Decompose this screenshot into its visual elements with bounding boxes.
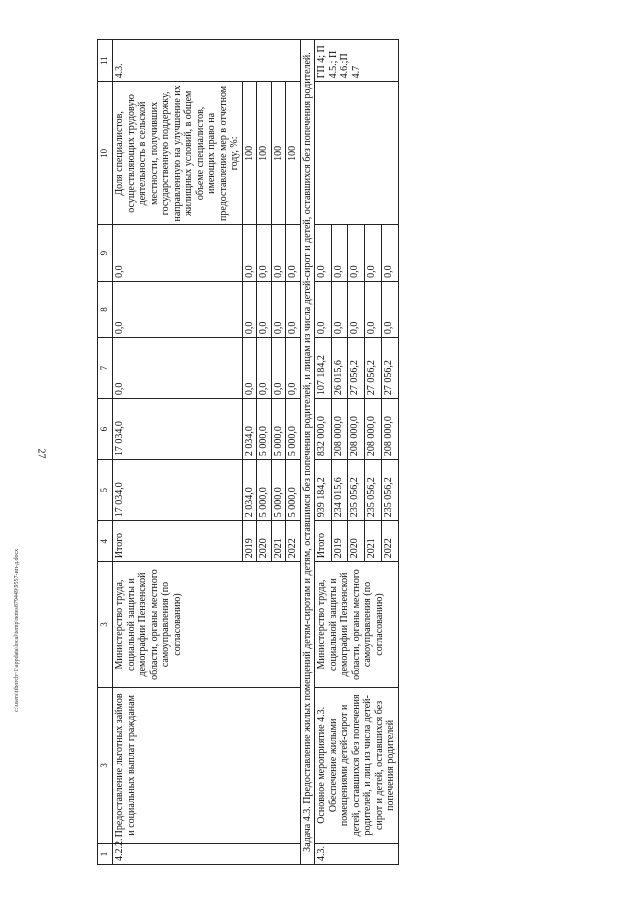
year-cell: Итого (113, 521, 243, 562)
total-value: 235 056,2 (348, 460, 365, 521)
table-row (315, 40, 332, 865)
col-header: 1 (98, 843, 113, 864)
total-value: 5 000,0 (271, 460, 286, 521)
total-value: 235 056,2 (365, 460, 382, 521)
federal-value: 27 056,2 (348, 338, 365, 399)
other-value: 0,0 (365, 225, 382, 281)
col-header: 8 (98, 281, 113, 337)
indicator-value: 100 (242, 82, 257, 225)
federal-value: 26 015,6 (331, 338, 348, 399)
indicator-value: 100 (271, 82, 286, 225)
regional-value: 832 000,0 (315, 399, 332, 460)
executor: Министерство труда, социальной защиты и демографии Пензенской области, органы местного самоуправления (по согласованию) (315, 562, 399, 688)
year-cell: 2019 (242, 521, 257, 562)
federal-value: 0,0 (271, 338, 286, 399)
regional-value: 208 000,0 (331, 399, 348, 460)
local-value: 0,0 (286, 281, 301, 337)
local-value: 0,0 (271, 281, 286, 337)
reference: ГП 4; П 4.5.; П 4.6.;П 4.7 (315, 40, 399, 82)
federal-value: 27 056,2 (365, 338, 382, 399)
total-value: 2 034,0 (242, 460, 257, 521)
row-number: 4.2.2. (113, 843, 301, 864)
local-value: 0,0 (381, 281, 398, 337)
regional-value: 5 000,0 (257, 399, 272, 460)
federal-value: 107 184,2 (315, 338, 332, 399)
other-value: 0,0 (271, 225, 286, 281)
column-number-row (98, 40, 113, 865)
col-header: 9 (98, 225, 113, 281)
federal-value: 0,0 (113, 338, 243, 399)
other-value: 0,0 (315, 225, 332, 281)
other-value: 0,0 (348, 225, 365, 281)
local-value: 0,0 (113, 281, 243, 337)
col-header: 11 (98, 40, 113, 82)
indicator-empty (315, 82, 399, 225)
year-cell: 2022 (381, 521, 398, 562)
footer-file-path: c:\users\tiborch~1\appdata\local\temp\notes879449\9557-ип-д.docx (14, 548, 20, 712)
executor: Министерство труда, социальной защиты и демографии Пензенской области, органы местного самоуправления (по согласованию) (113, 562, 301, 688)
local-value: 0,0 (315, 281, 332, 337)
table-row (113, 40, 243, 865)
local-value: 0,0 (348, 281, 365, 337)
other-value: 0,0 (331, 225, 348, 281)
regional-value: 208 000,0 (348, 399, 365, 460)
col-header: 3 (98, 687, 113, 843)
regional-value: 2 034,0 (242, 399, 257, 460)
col-header: 3 (98, 562, 113, 688)
regional-value: 208 000,0 (365, 399, 382, 460)
federal-value: 27 056,2 (381, 338, 398, 399)
col-header: 10 (98, 82, 113, 225)
year-cell: 2020 (257, 521, 272, 562)
total-value: 5 000,0 (257, 460, 272, 521)
other-value: 0,0 (242, 225, 257, 281)
col-header: 5 (98, 460, 113, 521)
indicator-value: 100 (257, 82, 272, 225)
task-row (300, 40, 315, 865)
reference: 4.3. (113, 40, 301, 82)
regional-value: 5 000,0 (286, 399, 301, 460)
local-value: 0,0 (257, 281, 272, 337)
other-value: 0,0 (257, 225, 272, 281)
year-cell: 2019 (331, 521, 348, 562)
year-cell: 2021 (271, 521, 286, 562)
total-value: 939 184,2 (315, 460, 332, 521)
year-cell: 2020 (348, 521, 365, 562)
col-header: 6 (98, 399, 113, 460)
measure-name: Предоставление льготных займов и социальных выплат гражданам (113, 687, 301, 843)
row-number: 4.3. (315, 843, 399, 864)
page-number: 27 (35, 448, 47, 459)
local-value: 0,0 (331, 281, 348, 337)
total-value: 235 056,2 (381, 460, 398, 521)
total-value: 234 015,6 (331, 460, 348, 521)
program-table (97, 39, 399, 865)
year-cell: Итого (315, 521, 332, 562)
year-cell: 2021 (365, 521, 382, 562)
rotated-table-container (97, 39, 611, 865)
regional-value: 208 000,0 (381, 399, 398, 460)
indicator-text: Доля специалистов, осуществляющих трудовую деятельность в сельской местности, получивших государственную поддержку, направленную на улучшение их жилищных условий, в общем объеме специалистов, имеющих право на предоставление мер в отчетном году, %: (113, 82, 243, 225)
col-header: 7 (98, 338, 113, 399)
indicator-value: 100 (286, 82, 301, 225)
local-value: 0,0 (365, 281, 382, 337)
task-heading: Задача 4.3. Предоставление жилых помещений детям-сиротам и детям, оставшимся без попечения родителей, и лицам из числа детей-сирот и детей, оставшихся без попечения родителей. (300, 40, 315, 865)
federal-value: 0,0 (286, 338, 301, 399)
other-value: 0,0 (381, 225, 398, 281)
regional-value: 5 000,0 (271, 399, 286, 460)
measure-name: Основное мероприятие 4.3. Обеспечение жилыми помещениями детей-сирот и детей, оставшихся без попечения родителей, и лиц из числа детей-сирот и детей, оставшихся без попечения родителей (315, 687, 399, 843)
other-value: 0,0 (286, 225, 301, 281)
col-header: 4 (98, 521, 113, 562)
federal-value: 0,0 (257, 338, 272, 399)
year-cell: 2022 (286, 521, 301, 562)
federal-value: 0,0 (242, 338, 257, 399)
local-value: 0,0 (242, 281, 257, 337)
total-value: 17 034,0 (113, 460, 243, 521)
regional-value: 17 034,0 (113, 399, 243, 460)
other-value: 0,0 (113, 225, 243, 281)
total-value: 5 000,0 (286, 460, 301, 521)
